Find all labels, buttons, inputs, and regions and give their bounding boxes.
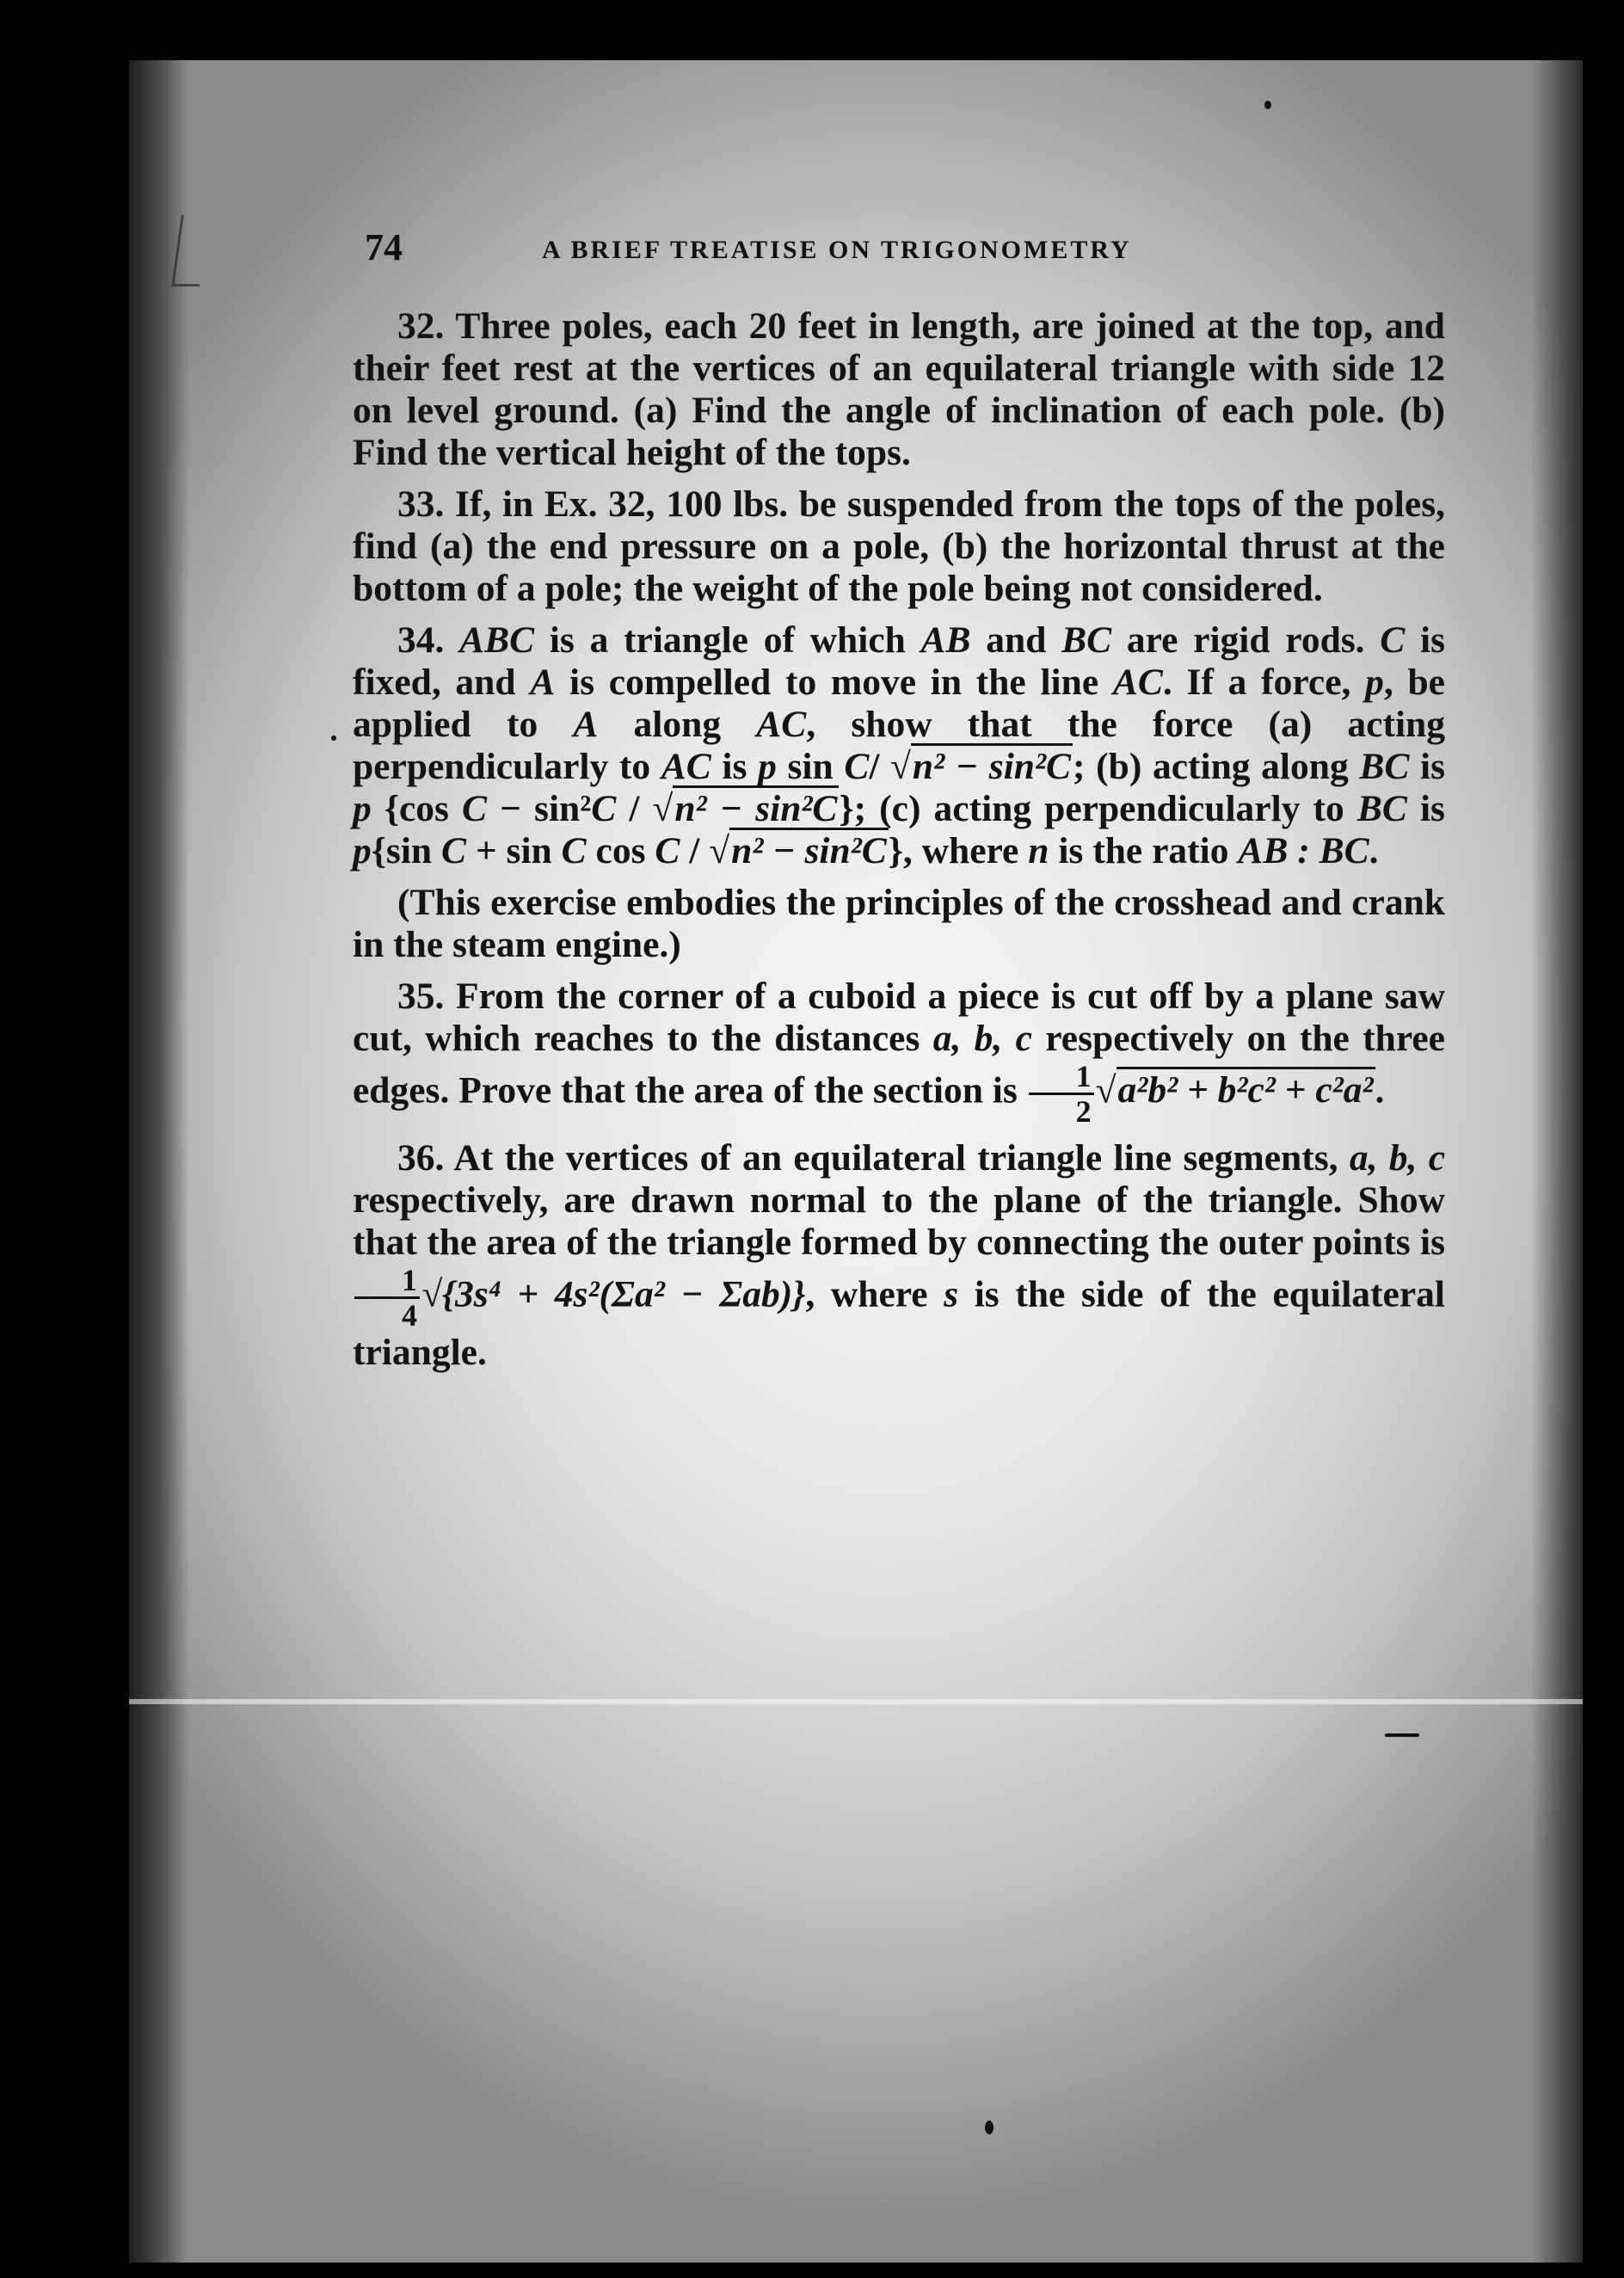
ex34-text: is — [710, 746, 759, 787]
ex34-text: is — [1406, 788, 1445, 829]
denominator: 2 — [1075, 1094, 1092, 1129]
math-AB: AB — [920, 619, 971, 661]
ex36-text: respectively, are drawn normal to the plane of the triangle. Show that the area of the triangle formed by connecting the outer points is — [353, 1179, 1445, 1263]
math-C: C — [591, 788, 617, 829]
math-n: n — [1028, 830, 1049, 871]
denominator: 4 — [402, 1298, 417, 1333]
ex34-text: ; (b) acting along — [1073, 746, 1360, 787]
radicand: a²b² + b²c² + c²a² — [1116, 1067, 1375, 1111]
math-p: p — [353, 788, 372, 829]
ex35-text: respectively on the three edges. Prove that the area of the section is — [353, 1018, 1446, 1111]
running-title: A BRIEF TREATISE ON TRIGONOMETRY — [542, 236, 1132, 264]
exercise-32: 32. Three poles, each 20 feet in length, are joined at the top, and their feet rest at the vertices of an equilateral triangle with side 12 on level ground. (a) Find the angle of inclination of each pole. (b) Find the vertical height of the tops. — [353, 305, 1445, 473]
ex36-text: is the side of the equilateral triangle. — [353, 1273, 1445, 1373]
ex34-text: }; (c) acting perpendicularly to — [839, 788, 1357, 829]
page-number: 74 — [365, 226, 403, 268]
exercise-33: 33. If, in Ex. 32, 100 lbs. be suspended from the tops of the poles, find (a) the end pressure on a pole, (b) the horizontal thrust at the bottom of a pole; the weight of the pole being not considered. — [353, 483, 1445, 609]
ex34-text: is compelled to move in the line — [555, 662, 1113, 703]
ex34-text: , show that the force (a) acting perpendicularly to — [353, 704, 1445, 787]
ex34-text: 34. — [397, 619, 460, 661]
radical-2 — [616, 785, 839, 829]
ex34-text: , be applied to — [353, 662, 1445, 745]
ex34-text: + sin — [466, 830, 562, 871]
exercise-34-note: (This exercise embodies the principles of the crosshead and crank in the steam engine.) — [353, 882, 1445, 965]
ex34-text: sin — [776, 746, 845, 787]
radical-sign: √ — [1095, 1069, 1116, 1111]
microfilm-fold-line — [129, 1699, 1583, 1704]
math-BC: BC — [1359, 746, 1410, 787]
exercise-34 — [353, 619, 1445, 872]
ex34-text: − sin² — [487, 788, 592, 829]
math-p: p — [353, 830, 372, 871]
radical-sign: / √ — [680, 830, 730, 871]
ink-speck — [985, 2121, 993, 2134]
page-body — [353, 305, 1445, 1383]
page-header — [365, 225, 1316, 277]
math-A: A — [530, 662, 556, 703]
ex35-text: . — [1375, 1069, 1385, 1111]
math-AC: AC — [756, 704, 807, 745]
math-C: C — [561, 830, 587, 871]
ex34-text: }, where — [888, 830, 1029, 871]
math-BC: BC — [1061, 619, 1112, 661]
math-abc: a, b, c — [1349, 1137, 1446, 1179]
fraction-one-quarter — [354, 1264, 420, 1332]
ex34-text: {sin — [371, 830, 441, 871]
math-ratio: AB : BC — [1238, 830, 1369, 871]
ex36-text: 36. At the vertices of an equilateral triangle line segments, — [397, 1137, 1350, 1179]
area-formula: √{3s⁴ + 4s²(Σa² − Σab)} — [421, 1273, 806, 1315]
ex34-text: . If a force, — [1162, 662, 1366, 703]
radical-sign: / √ — [616, 788, 674, 829]
math-AC: AC — [1112, 662, 1163, 703]
ex35-text: 35. From the corner of a cuboid a piece is cut off by a plane saw cut, which reaches to the distances — [353, 976, 1445, 1059]
ex34-text: and — [970, 619, 1062, 661]
ex34-text: . — [1369, 830, 1379, 871]
math-s: s — [944, 1273, 959, 1315]
math-C: C — [844, 746, 870, 787]
math-C: C — [462, 788, 488, 829]
math-ABC: ABC — [459, 619, 535, 661]
math-p: p — [758, 746, 777, 787]
exercise-35 — [353, 976, 1445, 1128]
radical-3 — [680, 828, 888, 871]
radicand: n² − sin²C — [911, 743, 1073, 787]
math-C: C — [440, 830, 466, 871]
math-C: C — [1380, 619, 1406, 661]
fraction-one-half — [1029, 1060, 1094, 1128]
radical-1 — [869, 743, 1073, 787]
radicand: n² − sin²C — [729, 828, 889, 871]
ex34-text: {cos — [371, 788, 463, 829]
radical-4 — [1096, 1067, 1375, 1111]
math-p: p — [1365, 662, 1384, 703]
math-AC: AC — [661, 746, 711, 787]
ink-speck — [1264, 101, 1271, 109]
ex36-text: , where — [805, 1273, 944, 1315]
numerator: 1 — [1029, 1060, 1094, 1095]
ex34-text: along — [598, 704, 757, 745]
math-C: C — [655, 830, 680, 871]
exercise-36 — [353, 1137, 1445, 1374]
radicand: n² − sin²C — [673, 785, 839, 829]
ink-speck — [331, 736, 336, 741]
ex34-text: cos — [586, 830, 655, 871]
numerator: 1 — [354, 1264, 420, 1299]
ex34-text: is fixed, and — [353, 619, 1446, 703]
ex34-text: are rigid rods. — [1111, 619, 1381, 661]
ink-speck — [1385, 1733, 1419, 1737]
radical-sign: / √ — [869, 746, 911, 787]
math-abc: a, b, c — [932, 1018, 1032, 1059]
ex34-text: is a triangle of which — [534, 619, 921, 661]
ex34-text: is — [1409, 746, 1446, 787]
ex34-text: is the ratio — [1049, 830, 1239, 871]
math-A: A — [573, 704, 599, 745]
math-BC: BC — [1356, 788, 1407, 829]
